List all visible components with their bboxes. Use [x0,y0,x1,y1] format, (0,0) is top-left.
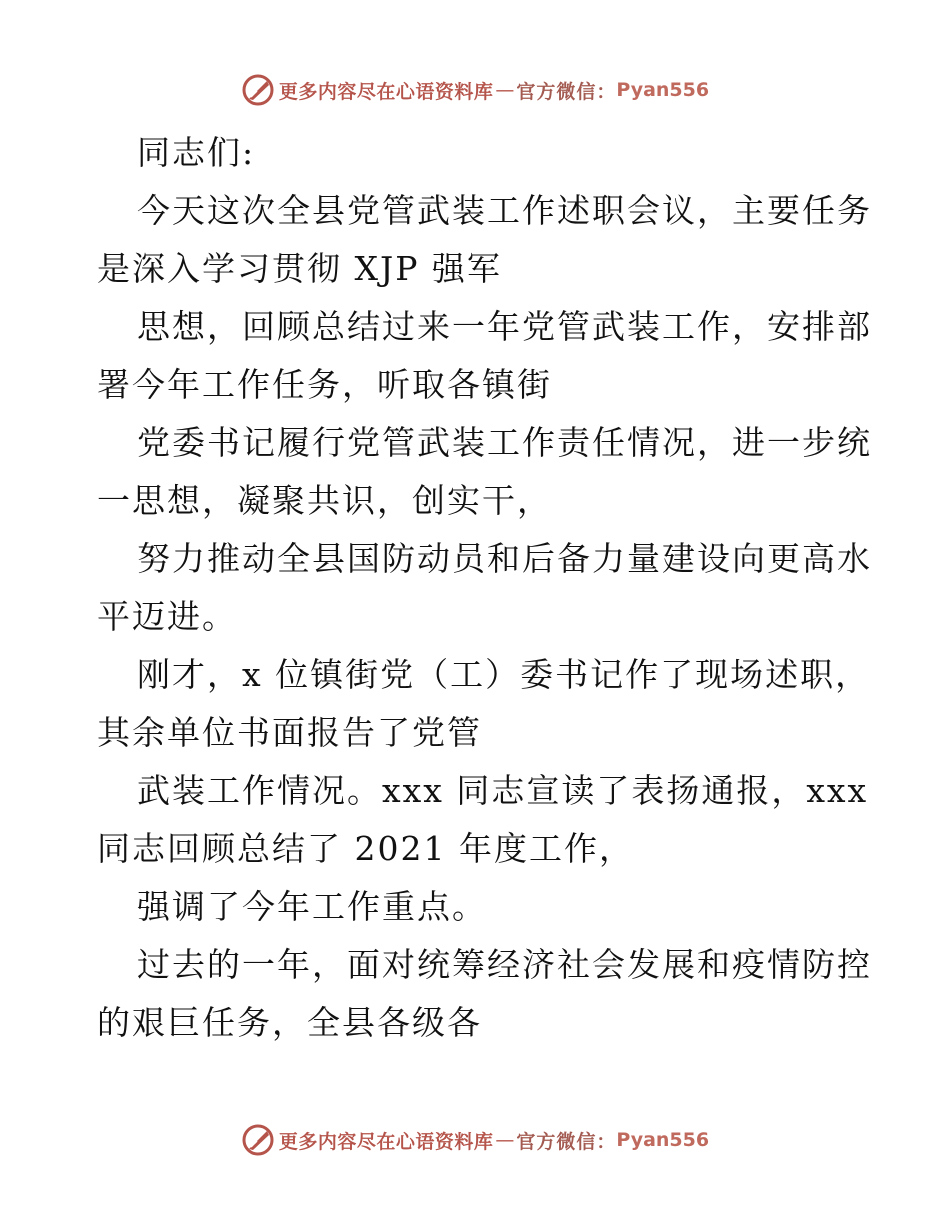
quill-logo-icon [241,1123,275,1157]
watermark-label: 官方微信： [516,1130,617,1153]
watermark-dash: — [495,1129,515,1151]
body-line: 同志回顾总结了 2021 年度工作， [97,829,634,868]
watermark-text: 更多内容尽在心语资料库 [278,80,494,103]
body-line: 同志们: [137,133,256,172]
body-line: 过去的一年，面对统筹经济社会发展和疫情防控 [137,945,872,984]
watermark-handle: Pyan556 [616,1129,710,1151]
document-body [97,124,872,1052]
quill-logo-icon [241,73,275,107]
body-line: 思想，回顾总结过来一年党管武装工作，安排部 [137,307,872,346]
body-line: 武装工作情况。xxx 同志宣读了表扬通报，xxx [137,771,869,810]
footer-watermark [0,1120,950,1160]
body-line: 努力推动全县国防动员和后备力量建设向更高水 [137,539,872,578]
body-line: 强调了今年工作重点。 [137,887,487,926]
body-line: 今天这次全县党管武装工作述职会议，主要任务 [137,191,872,230]
watermark-handle: Pyan556 [616,79,710,101]
body-line: 平迈进。 [97,597,237,636]
watermark-dash: — [495,79,515,101]
watermark-label: 官方微信： [516,80,617,103]
header-watermark [0,70,950,110]
body-line: 的艰巨任务，全县各级各 [97,1003,482,1042]
body-line: 党委书记履行党管武装工作责任情况，进一步统 [137,423,872,462]
body-line: 署今年工作任务，听取各镇街 [97,365,552,404]
body-line: 一思想，凝聚共识，创实干， [97,481,552,520]
body-line: 是深入学习贯彻 XJP 强军 [97,249,502,288]
body-line: 其余单位书面报告了党管 [97,713,482,752]
body-line: 刚才，x 位镇街党（工）委书记作了现场述职， [137,655,871,694]
watermark-text: 更多内容尽在心语资料库 [278,1130,494,1153]
